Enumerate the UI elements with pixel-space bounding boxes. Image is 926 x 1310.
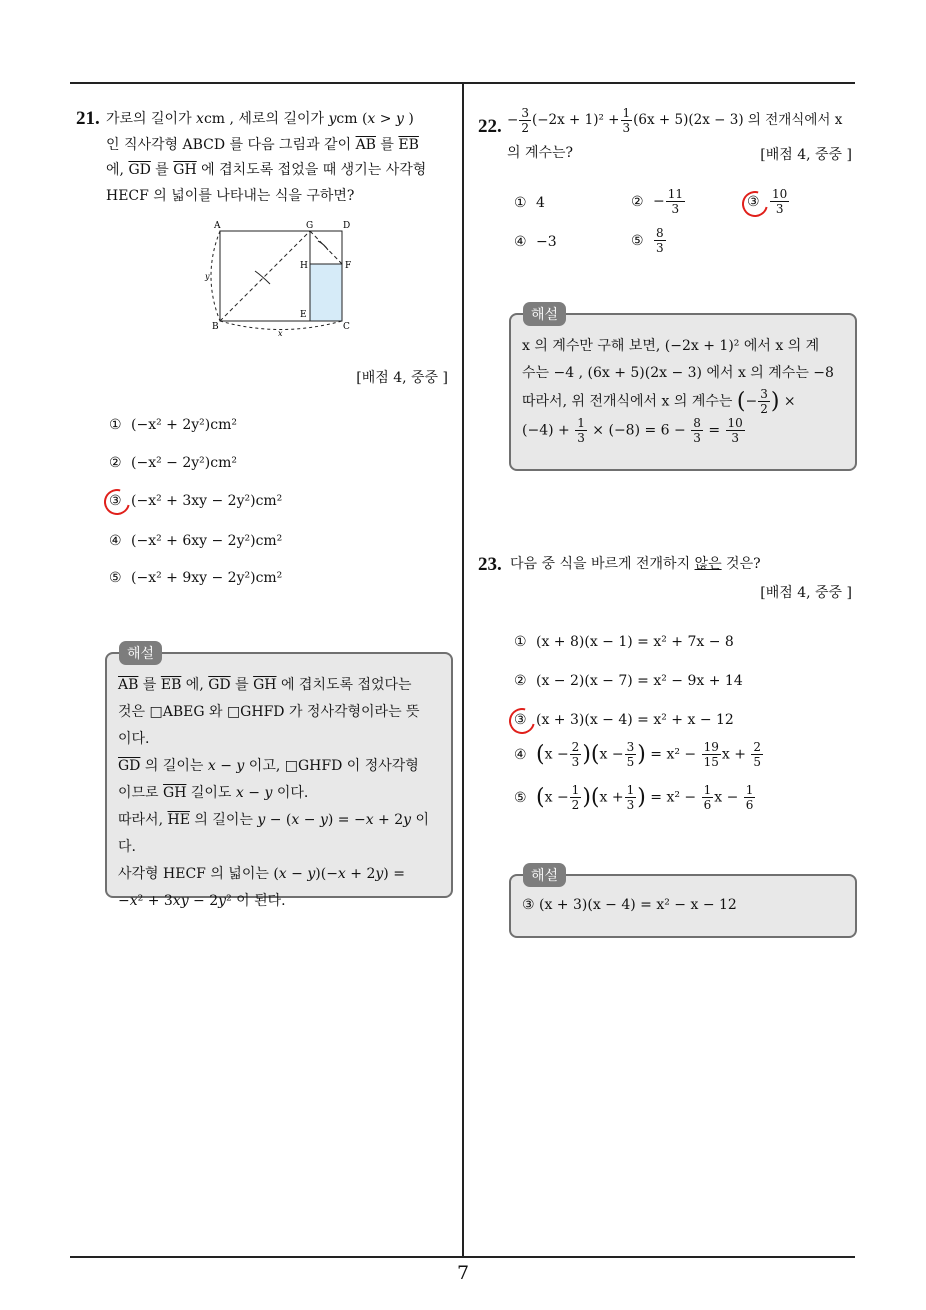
q22-option-2[interactable]: ② − $\frac{11}{3}$	[631, 187, 684, 216]
q22-option-4[interactable]: ④ −3	[514, 234, 557, 250]
q21-exp-line-6: 따라서, $\overline{HE}$ 의 길이는 y − (x − y) = −x + 2y 이다.	[118, 812, 430, 855]
q22-explanation-tag: 해설	[523, 302, 566, 326]
label-g: G	[306, 221, 314, 231]
label-x: x	[278, 329, 283, 338]
label-f: F	[345, 261, 352, 271]
q22-frac-b: $\frac{1}{3}$	[622, 106, 631, 135]
label-e: E	[300, 310, 307, 320]
q23-score: [배점 4, 중중 ]	[760, 585, 852, 601]
q23-option-5[interactable]: ⑤ (x − $\frac{1}{2}$ )(x + $\frac{1}{3}$ ) = x² − $\frac{1}{6}$ x − $\frac{1}{6}$	[514, 783, 754, 812]
q21-explanation-tag: 해설	[119, 641, 162, 665]
q22-exp-line-2: 수는 −4 , (6x + 5)(2x − 3) 에서 x 의 계수는 −8	[522, 365, 834, 381]
q21-rectangle-figure	[200, 216, 360, 341]
q22-score: [배점 4, 중중 ]	[760, 147, 852, 163]
q21-option-3[interactable]: ③ (−x² + 3xy − 2y²)cm²	[109, 493, 283, 509]
q21-line-2: 인 직사각형 ABCD 를 다음 그림과 같이 $\overline{AB}$ 를 $\overline{EB}$	[106, 136, 419, 153]
label-d: D	[343, 221, 351, 231]
q21-explanation-text	[118, 672, 444, 915]
q22-exp-line-1: x 의 계수만 구해 보면, (−2x + 1)² 에서 x 의 계	[522, 338, 820, 354]
page-number: 7	[456, 1262, 470, 1284]
q21-exp-line-2: 것은 □ABEG 와 □GHFD 가 정사각형이라는 뜻	[118, 704, 420, 720]
rect-hecf-shaded	[310, 264, 342, 321]
q21-exp-line-4: $\overline{GD}$ 의 길이는 x − y 이고, □GHFD 이 정사각형	[118, 758, 419, 774]
q21-line-3: 에, $\overline{GD}$ 를 $\overline{GH}$ 에 겹치도록 접었을 때 생기는 사각형	[106, 162, 427, 178]
q21-exp-line-1: $\overline{AB}$ 를 $\overline{EB}$ 에, $\overline{GD}$ 를 $\overline{GH}$ 에 겹치도록 접었다는	[118, 677, 412, 693]
label-c: C	[343, 322, 350, 332]
q22-text-line-2: 의 계수는?	[507, 145, 574, 161]
q23-number: 23.	[478, 554, 502, 575]
q21-option-2[interactable]: ② (−x² − 2y²)cm²	[109, 455, 237, 471]
q21-number: 21.	[76, 108, 100, 129]
label-a: A	[214, 221, 221, 231]
q21-answer-circle	[99, 484, 135, 520]
q22-exp-line-3: 따라서, 위 전개식에서 x 의 계수는 (− $\frac{3}{2}$ ) ×	[522, 387, 796, 416]
q23-answer-circle	[504, 703, 540, 739]
q21-exp-line-3: 이다.	[118, 731, 150, 747]
q22-explanation-text	[522, 333, 848, 445]
label-y: y	[205, 272, 210, 281]
q23-explanation-text: ③ (x + 3)(x − 4) = x² − x − 12	[522, 897, 737, 913]
diagonal-b-g	[220, 231, 310, 321]
q23-option-4[interactable]: ④ (x − $\frac{2}{3}$ )(x − $\frac{3}{5}$ ) = x² − $\frac{19}{15}$ x + $\frac{2}{5}$	[514, 740, 762, 769]
bottom-rule	[70, 1256, 855, 1258]
q21-line-1: 가로의 길이가 xcm , 세로의 길이가 ycm (x > y )	[106, 111, 414, 127]
q23-option-3[interactable]: ③ (x + 3)(x − 4) = x² + x − 12	[514, 712, 734, 728]
q21-score: [배점 4, 중중 ]	[356, 370, 448, 386]
q22-text-line-1: − $\frac{3}{2}$ (−2x + 1)² + $\frac{1}{3}$ (6x + 5)(2x − 3) 의 전개식에서 x	[507, 106, 843, 135]
q21-exp-line-7: 사각형 HECF 의 넓이는 (x − y)(−x + 2y) =	[118, 866, 405, 882]
q21-exp-line-5: 이므로 $\overline{GH}$ 길이도 x − y 이다.	[118, 785, 309, 801]
label-h: H	[300, 261, 308, 271]
q22-option-1[interactable]: ① 4	[514, 195, 545, 211]
q22-option-3[interactable]: ③ $\frac{10}{3}$	[747, 187, 788, 216]
q21-option-1[interactable]: ① (−x² + 2y²)cm²	[109, 417, 237, 433]
arc-y	[211, 231, 220, 321]
fold-arc-1	[255, 271, 270, 284]
q23-option-1[interactable]: ① (x + 8)(x − 1) = x² + 7x − 8	[514, 634, 734, 650]
q22-option-5[interactable]: ⑤ $\frac{8}{3}$	[631, 226, 664, 255]
q21-text	[106, 107, 456, 209]
q23-option-2[interactable]: ② (x − 2)(x − 7) = x² − 9x + 14	[514, 673, 743, 689]
q21-option-5[interactable]: ⑤ (−x² + 9xy − 2y²)cm²	[109, 570, 283, 586]
label-b: B	[212, 322, 219, 332]
q22-frac-a: $\frac{3}{2}$	[521, 106, 529, 135]
q21-line-4: HECF 의 넓이를 나타내는 식을 구하면?	[106, 187, 355, 204]
q21-exp-line-8: −x² + 3xy − 2y² 이 된다.	[118, 893, 286, 909]
fold-arc-2	[318, 241, 328, 250]
q21-option-4[interactable]: ④ (−x² + 6xy − 2y²)cm²	[109, 533, 283, 549]
q23-text: 다음 중 식을 바르게 전개하지 않은 것은?	[510, 556, 761, 572]
column-divider	[462, 83, 464, 1258]
q23-explanation-tag: 해설	[523, 863, 566, 887]
q22-exp-line-4: (−4) + $\frac{1}{3}$ × (−8) = 6 − $\frac{8}{3}$ = $\frac{10}{3}$	[522, 416, 743, 445]
q22-number: 22.	[478, 116, 502, 137]
